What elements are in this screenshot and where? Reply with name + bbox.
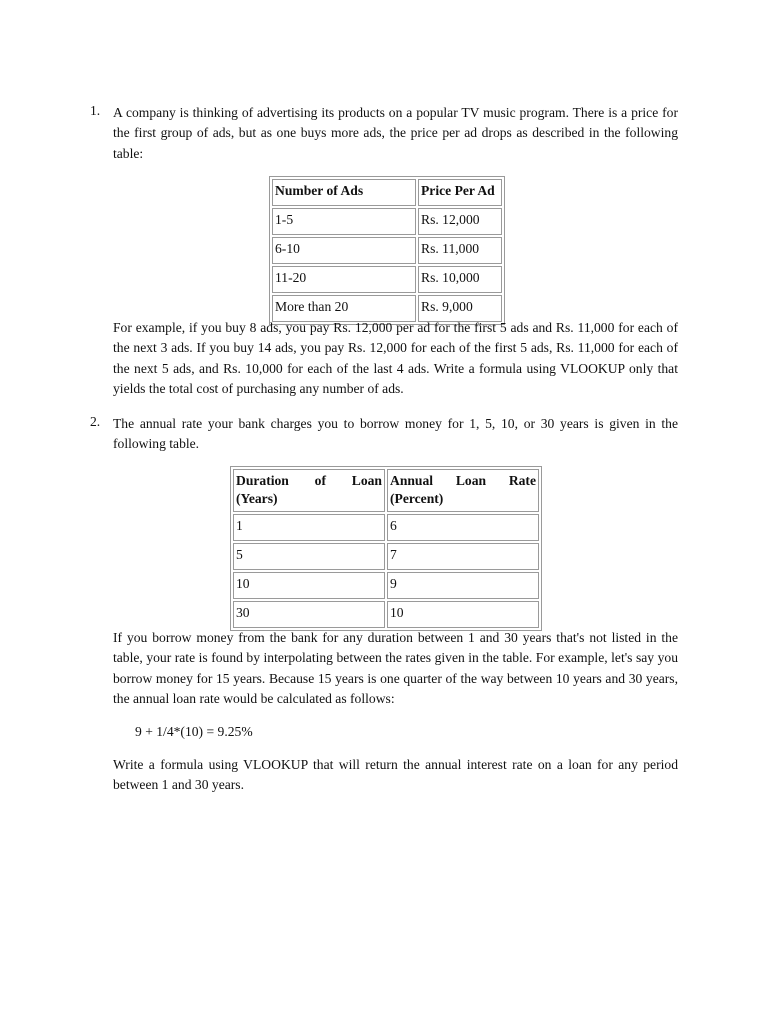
question-body [113,103,678,164]
loan-rate-table [230,466,542,631]
table-cell: 7 [387,543,539,570]
table-header-cell: Duration of Loan (Years) [233,469,385,512]
table-cell: More than 20 [272,295,416,322]
table-cell: 11-20 [272,266,416,293]
table-cell: 6 [387,514,539,541]
table-row [272,208,502,235]
table-row [272,237,502,264]
table-header-row [272,179,502,206]
table-row [233,601,539,628]
table-cell: 9 [387,572,539,599]
table-cell: 10 [233,572,385,599]
table-cell: 6-10 [272,237,416,264]
table-row [233,543,539,570]
table-cell: Rs. 11,000 [418,237,502,264]
table-cell: 1 [233,514,385,541]
question-number: 1. [90,103,101,118]
closing-text: Write a formula using VLOOKUP that will return the annual interest rate on a loan for any period between 1 and 30 years. [113,757,678,793]
question-intro: A company is thinking of advertising its products on a popular TV music program. There is a price for the first group of ads, but as one buys more ads, the price per ad drops as described in the following table: [113,105,678,161]
table-row [233,514,539,541]
table-cell: 1-5 [272,208,416,235]
question-followup [113,628,678,796]
table-cell: 10 [387,601,539,628]
table-row [233,572,539,599]
table-cell: 5 [233,543,385,570]
table-header-cell: Price Per Ad [418,179,502,206]
table-header-cell: Annual Loan Rate (Percent) [387,469,539,512]
followup-text: For example, if you buy 8 ads, you pay Rs. 12,000 per ad for the first 5 ads and Rs. 11,000 for each of the next 3 ads. If you buy 14 ads, you pay Rs. 12,000 for each of the first 5 ads, Rs. 11,000 for each of the next 5 ads, and Rs. 10,000 for each of the last 4 ads. Write a formula using VLOOKUP only that yields the total cost of purchasing any number of ads. [113,320,678,396]
question-number: 2. [90,414,101,429]
question-2 [90,414,678,793]
question-1 [90,103,678,396]
formula-example: 9 + 1/4*(10) = 9.25% [135,724,253,740]
table-row [272,266,502,293]
question-body [113,414,678,455]
table-cell: 30 [233,601,385,628]
question-intro: The annual rate your bank charges you to borrow money for 1, 5, 10, or 30 years is given in the following table. [113,416,678,452]
table-cell: Rs. 9,000 [418,295,502,322]
table-cell: Rs. 10,000 [418,266,502,293]
table-cell: Rs. 12,000 [418,208,502,235]
followup-text: If you borrow money from the bank for any duration between 1 and 30 years that's not listed in the table, your rate is found by interpolating between the rates given in the table. For example, let's say you borrow money for 15 years. Because 15 years is one quarter of the way between 10 years and 30 years, the annual loan rate would be calculated as follows: [113,630,678,706]
table-header-cell: Number of Ads [272,179,416,206]
ads-price-table [269,176,505,325]
table-header-row [233,469,539,512]
question-followup [113,318,678,399]
